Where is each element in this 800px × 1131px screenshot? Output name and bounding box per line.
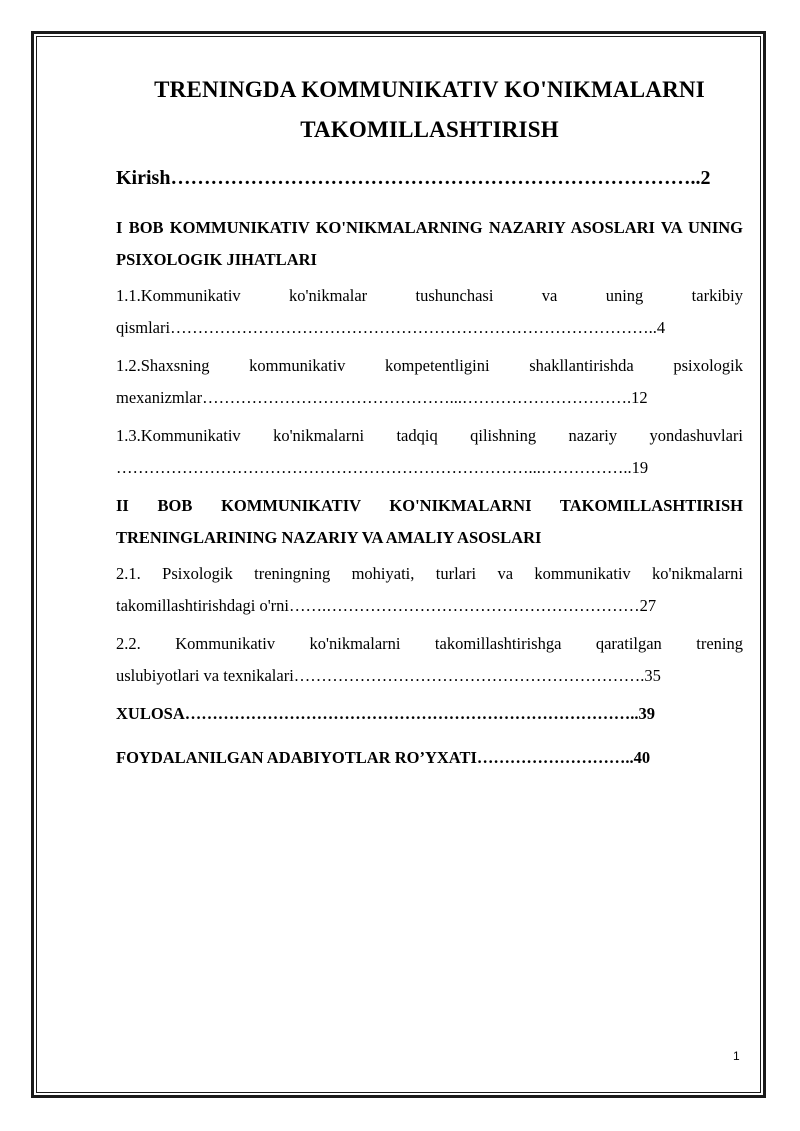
toc-entry-leader: mexanizmlar………………………………………...………………………….12 — [116, 388, 648, 407]
toc-entry-2-1 — [116, 558, 743, 622]
toc-entry-line: 2.1. Psixologik treningning mohiyati, turlari va kommunikativ ko'nikmalarni — [116, 564, 743, 583]
toc-entry-1-2 — [116, 350, 743, 414]
page-number: 1 — [733, 1049, 740, 1063]
toc-entry-leader: …………………………………………………………………...……………..19 — [116, 458, 649, 477]
toc-entry-leader: qismlari……………………………………………………………………………..4 — [116, 318, 666, 337]
toc-entry-2-2 — [116, 628, 743, 692]
toc-entry-line: 2.2. Kommunikativ ko'nikmalarni takomillashtirishga qaratilgan trening — [116, 634, 743, 653]
title-line-1: TRENINGDA KOMMUNIKATIV KO'NIKMALARNI — [154, 77, 705, 102]
title-line-2: TAKOMILLASHTIRISH — [300, 117, 559, 142]
document-title — [116, 70, 743, 150]
table-of-contents — [116, 70, 743, 786]
chapter-2-heading: II BOB KOMMUNIKATIV KO'NIKMALARNI TAKOMILLASHTIRISH TRENINGLARINING NAZARIY VA AMALIY ASOSLARI — [116, 496, 743, 547]
toc-entry-references: FOYDALANILGAN ADABIYOTLAR RO’YXATI………………………..40 — [116, 748, 651, 767]
toc-entry-line: 1.3.Kommunikativ ko'nikmalarni tadqiq qilishning nazariy yondashuvlari — [116, 426, 743, 445]
toc-entry-intro: Kirish……………………………………………………………………..2 — [116, 167, 711, 189]
toc-entry-line: 1.1.Kommunikativ ko'nikmalar tushunchasi va uning tarkibiy — [116, 286, 743, 305]
toc-entry-leader: uslubiyotlari va texnikalari……………………………………………………….35 — [116, 666, 661, 685]
toc-entry-leader: takomillashtirishdagi o'rni…….…………………………………………………27 — [116, 596, 657, 615]
toc-entry-line: 1.2.Shaxsning kommunikativ kompetentligini shakllantirishda psixologik — [116, 356, 743, 375]
toc-entry-conclusion: XULOSA………………………………………………………………………..39 — [116, 704, 656, 723]
chapter-1-heading: I BOB KOMMUNIKATIV KO'NIKMALARNING NAZARIY ASOSLARI VA UNING PSIXOLOGIK JIHATLARI — [116, 218, 743, 269]
toc-entry-1-1 — [116, 280, 743, 344]
toc-entry-1-3 — [116, 420, 743, 484]
